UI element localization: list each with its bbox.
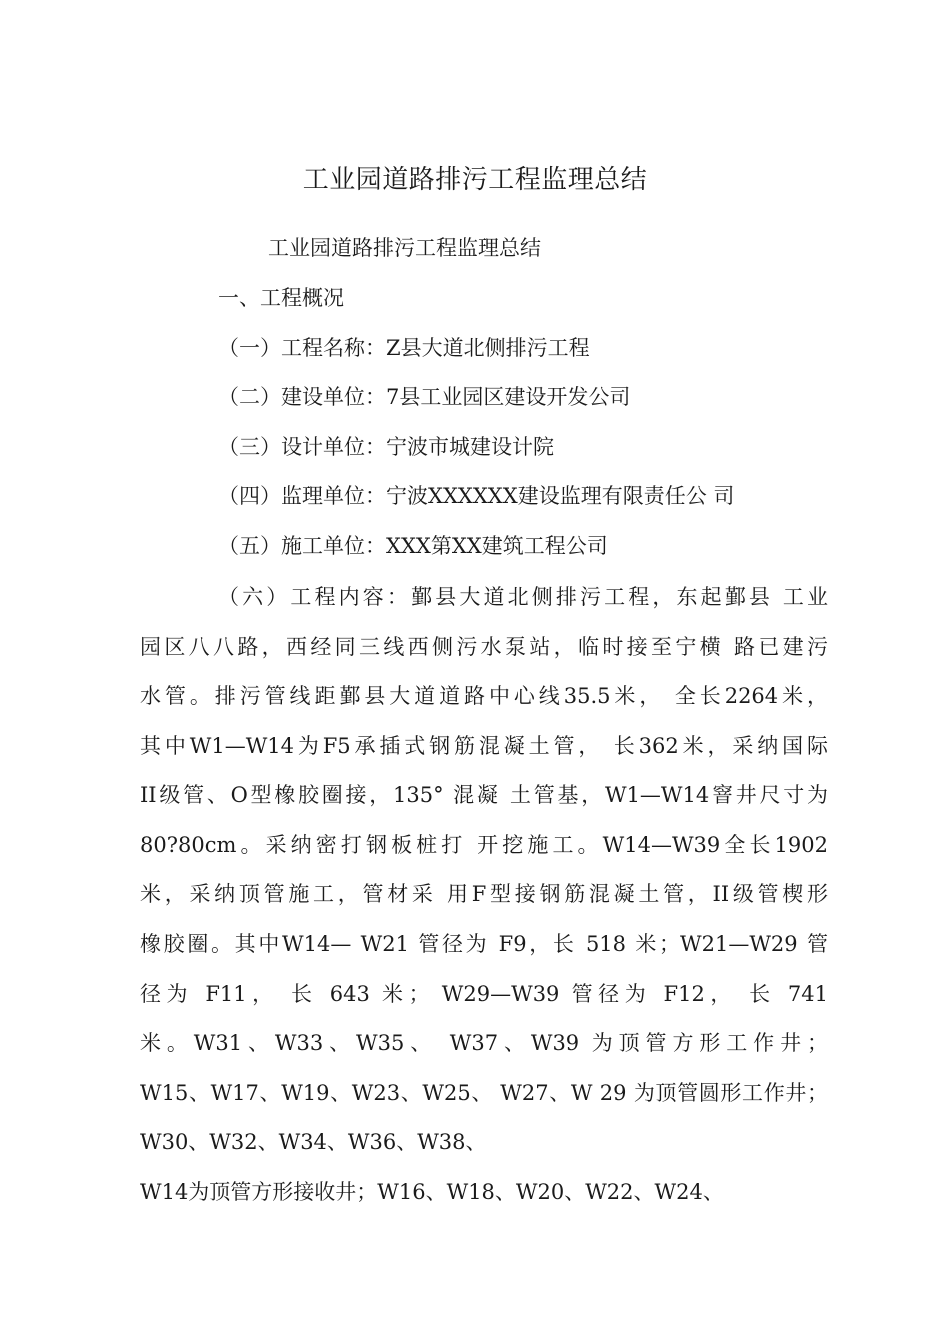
body-paragraph-line: （六）工程内容：鄞县大道北侧排污工程，东起鄞县 工业	[218, 585, 828, 609]
body-paragraph-line: 其中W1—W14为F5承插式钢筋混凝土管， 长362米，采纳国际	[140, 734, 828, 758]
body-paragraph-line: W30、W32、W34、W36、W38、	[140, 1130, 487, 1154]
contractor-item: （五）施工单位：XXX第XX建筑工程公司	[218, 534, 608, 558]
body-paragraph-line: 米，采纳顶管施工，管材采 用F型接钢筋混凝土管，II级管楔形	[140, 882, 828, 906]
body-paragraph-line: 橡胶圈。其中W14— W21 管径为 F9，长 518 米；W21—W29 管	[140, 932, 828, 956]
body-paragraph-line: II级管、O型橡胶圈接，135° 混凝 土管基，W1—W14窨井尺寸为	[140, 783, 828, 807]
body-paragraph-line: 园区八八路，西经同三线西侧污水泵站，临时接至宁横 路已建污	[140, 635, 828, 659]
design-unit-item: （三）设计单位：宁波市城建设计院	[218, 435, 554, 459]
project-name-item: （一）工程名称：Z县大道北侧排污工程	[218, 336, 590, 360]
construction-unit-item: （二）建设单位：7县工业园区建设开发公司	[218, 385, 631, 409]
body-paragraph-line: 米。W31、W33、W35、 W37、W39 为顶管方形工作井；	[140, 1031, 828, 1055]
body-paragraph-line: 径为 F11， 长 643 米； W29—W39 管径为 F12， 长 741	[140, 982, 828, 1006]
supervision-unit-item: （四）监理单位：宁波XXXXXX建设监理有限责任公 司	[218, 484, 735, 508]
body-paragraph-line: W14为顶管方形接收井；W16、W18、W20、W22、W24、	[140, 1180, 724, 1204]
document-subtitle: 工业园道路排污工程监理总结	[268, 236, 541, 260]
section-heading: 一、工程概况	[218, 286, 344, 310]
body-paragraph-line: 80?80cm。采纳密打钢板桩打 开挖施工。W14—W39全长1902	[140, 833, 828, 857]
document-title: 工业园道路排污工程监理总结	[302, 165, 648, 195]
body-paragraph-line: W15、W17、W19、W23、W25、 W27、W 29 为顶管圆形工作井；	[140, 1081, 828, 1105]
body-paragraph-line: 水管。排污管线距鄞县大道道路中心线35.5米， 全长2264米，	[140, 684, 828, 708]
